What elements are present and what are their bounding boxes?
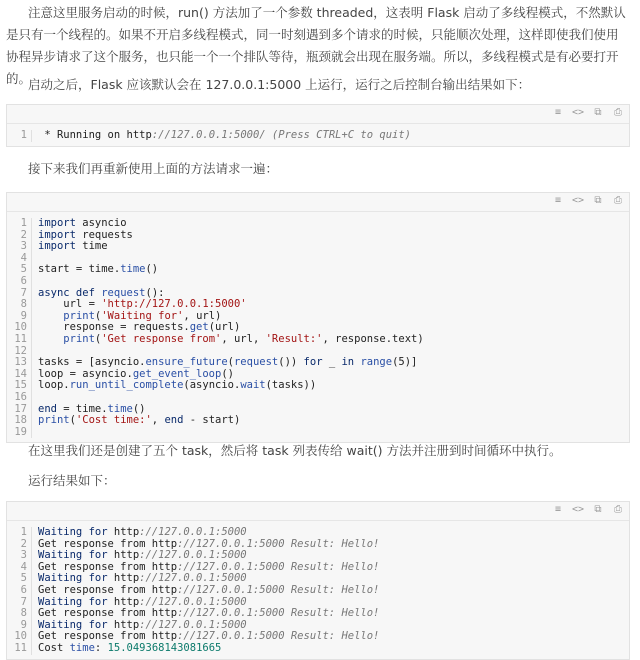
code-token: end [164, 414, 184, 427]
line-number: 8 [20, 607, 27, 620]
code-token: http [107, 572, 140, 585]
line-number: 6 [20, 274, 27, 287]
view-source-icon[interactable]: ≡ [554, 504, 562, 515]
line-number: 10 [14, 321, 27, 334]
code-token: print [38, 414, 70, 427]
line-number: 2 [20, 537, 27, 550]
code-token: ensure_future [145, 356, 228, 369]
code-icon[interactable]: <> [571, 195, 585, 206]
code-token: http [107, 526, 140, 538]
code-token: = time. [56, 402, 108, 415]
code-token: http [107, 549, 140, 562]
line-number: 15 [14, 379, 27, 392]
code-token: ( [227, 356, 234, 369]
code-token: _ [322, 356, 342, 369]
code-block-python [6, 192, 630, 443]
line-number: 7 [20, 286, 27, 299]
code-token: 'Waiting for' [101, 309, 184, 322]
print-icon[interactable]: ⎙ [614, 107, 622, 118]
code-token: , url) [183, 309, 222, 322]
code-token: ://127.0.0.1:5000 [139, 618, 247, 631]
line-number: 5 [20, 263, 27, 276]
code-token: tasks = [asyncio. [38, 356, 146, 369]
code-token: get_event_loop [132, 367, 222, 380]
paragraph-rerun: 接下来我们再重新使用上面的方法请求一遍： [28, 161, 279, 176]
line-number: 5 [20, 572, 27, 585]
code-token: asyncio [75, 217, 127, 229]
line-number: 3 [20, 240, 27, 253]
code-token: ://127.0.0.1:5000 [139, 595, 247, 608]
code-token: range [360, 356, 393, 369]
code-lines [32, 130, 411, 142]
code-token: Get response from http [38, 560, 178, 573]
code-token: (): [145, 286, 165, 299]
code-token: import [38, 228, 76, 241]
code-token: ://127.0.0.1:5000 Result: Hello! [177, 630, 380, 643]
code-token [38, 310, 63, 322]
code-token: wait [240, 379, 266, 392]
code-token: () [221, 367, 234, 380]
code-line [38, 241, 424, 253]
code-token: , url, [221, 332, 266, 345]
line-number: 16 [14, 390, 27, 403]
code-token: time [120, 263, 146, 276]
code-token: (tasks)) [265, 379, 317, 392]
line-number: 7 [20, 595, 27, 608]
line-number: 2 [20, 228, 27, 241]
code-line [38, 415, 424, 427]
code-token: run_until_complete [69, 379, 184, 392]
code-token: loop = asyncio. [38, 367, 133, 380]
line-number: 1 [20, 526, 27, 538]
code-line [38, 264, 424, 276]
code-token: , [151, 414, 165, 427]
line-numbers [7, 527, 32, 655]
code-token: 'Result:' [265, 332, 323, 345]
code-token: Cost [38, 641, 70, 654]
code-token: ://127.0.0.1:5000 [139, 526, 247, 538]
code-token: print [63, 309, 95, 322]
code-token: request [101, 286, 146, 299]
code-line [38, 130, 411, 142]
code-token: () [132, 402, 146, 415]
paragraph-result: 运行结果如下： [28, 473, 116, 488]
code-token: response = requests. [38, 321, 190, 334]
print-icon[interactable]: ⎙ [614, 504, 622, 515]
code-token: time [107, 402, 133, 415]
code-token: end [38, 402, 57, 415]
code-token: http [126, 129, 152, 141]
code-block-output [6, 501, 630, 660]
code-token: url = [38, 298, 102, 311]
code-line [38, 334, 424, 346]
code-token: Waiting for [38, 526, 108, 538]
code-token: Waiting for [38, 549, 108, 562]
code-token: ()) [278, 356, 304, 369]
code-token: request [233, 356, 279, 369]
code-token: 15.049368143081665 [107, 641, 222, 654]
line-number: 9 [20, 309, 27, 322]
line-number: 11 [14, 641, 27, 654]
code-token: for [303, 356, 323, 369]
line-number: 13 [14, 356, 27, 369]
code-token: () [145, 263, 159, 276]
code-token: requests [75, 228, 133, 241]
code-token: (5)] [392, 356, 418, 369]
line-numbers [7, 130, 32, 142]
view-source-icon[interactable]: ≡ [554, 107, 562, 118]
code-token: async def [38, 286, 95, 299]
code-token: print [63, 332, 95, 345]
code-token: , response.text) [322, 332, 424, 345]
code-token: ://127.0.0.1:5000/ (Press CTRL+C to quit) [151, 129, 411, 141]
code-token: time [75, 240, 108, 253]
paragraph-tasks: 在这里我们还是创建了五个 task，然后将 task 列表传给 wait() 方法并注册到时间循环中执行。 [28, 443, 562, 458]
code-token: 'http://127.0.0.1:5000' [101, 298, 247, 311]
code-token: ://127.0.0.1:5000 Result: Hello! [177, 537, 380, 550]
line-number: 4 [20, 251, 27, 264]
code-toolbar [7, 502, 629, 521]
code-token: Get response from http [38, 537, 178, 550]
code-token: http [107, 595, 140, 608]
code-token: start = time. [38, 263, 121, 276]
line-number: 18 [14, 414, 27, 427]
code-token: * Running on [38, 129, 127, 141]
code-line [38, 643, 379, 655]
code-token: Get response from http [38, 630, 178, 643]
code-token: ://127.0.0.1:5000 [139, 572, 247, 585]
code-token: http [107, 618, 140, 631]
code-token: Get response from http [38, 607, 178, 620]
code-token: ://127.0.0.1:5000 Result: Hello! [177, 607, 380, 620]
copy-icon[interactable]: ⧉ [594, 504, 602, 515]
code-token: - start) [183, 414, 241, 427]
code-token: time [69, 641, 95, 654]
code-token: ://127.0.0.1:5000 Result: Hello! [177, 583, 380, 596]
line-number: 3 [20, 549, 27, 562]
code-icon[interactable]: <> [571, 107, 585, 118]
code-token: : [94, 641, 108, 654]
line-number: 11 [14, 332, 27, 345]
code-line [38, 380, 424, 392]
paragraph-threaded: 注意这里服务启动的时候，run() 方法加了一个参数 threaded，这表明 Flask 启动了多线程模式，不然默认是只有一个线程的。如果不开启多线程模式，同一时刻遇到多个请求的时候，只能顺次处理，这样即使我们使用协程异步请求了这个服务，也只能一个一个排队等待，瓶颈就会出现在服务端。所以，多线程模式是有必要打开的。 [6, 5, 626, 86]
code-lines [32, 527, 379, 655]
code-token: ( [94, 332, 102, 345]
line-numbers [7, 218, 32, 438]
code-token: ://127.0.0.1:5000 Result: Hello! [177, 560, 380, 573]
code-token: get [189, 321, 209, 334]
code-token: loop. [38, 379, 70, 392]
paragraph-startup: 启动之后，Flask 应该默认会在 127.0.0.1:5000 上运行，运行之后控制台输出结果如下： [28, 77, 531, 92]
code-token [38, 333, 63, 345]
code-block-console [6, 104, 630, 147]
print-icon[interactable]: ⎙ [614, 195, 622, 206]
copy-icon[interactable]: ⧉ [594, 195, 602, 206]
line-number: 4 [20, 560, 27, 573]
code-icon[interactable]: <> [571, 504, 585, 515]
code-token: Waiting for [38, 595, 108, 608]
copy-icon[interactable]: ⧉ [594, 107, 602, 118]
code-token: import [38, 240, 76, 253]
code-token: Waiting for [38, 572, 108, 585]
line-number: 9 [20, 618, 27, 631]
line-number: 17 [14, 402, 27, 415]
code-token: in [341, 356, 355, 369]
code-token: ://127.0.0.1:5000 [139, 549, 247, 562]
code-token: (asyncio. [183, 379, 241, 392]
line-number: 10 [14, 630, 27, 643]
view-source-icon[interactable]: ≡ [554, 195, 562, 206]
code-token: 'Get response from' [101, 332, 222, 345]
code-token: ( [94, 309, 102, 322]
code-toolbar [7, 105, 629, 124]
code-token: ( [69, 414, 76, 427]
line-number: 12 [14, 344, 27, 357]
code-token: import [38, 217, 76, 229]
code-token: Waiting for [38, 618, 108, 631]
line-number: 1 [20, 129, 27, 141]
code-token: Get response from http [38, 583, 178, 596]
code-token: (url) [208, 321, 241, 334]
line-number: 1 [20, 217, 27, 229]
line-number: 8 [20, 298, 27, 311]
line-number: 6 [20, 583, 27, 596]
code-toolbar [7, 193, 629, 212]
code-lines [32, 218, 424, 438]
line-number: 19 [14, 425, 27, 438]
code-token: 'Cost time:' [75, 414, 152, 427]
line-number: 14 [14, 367, 27, 380]
